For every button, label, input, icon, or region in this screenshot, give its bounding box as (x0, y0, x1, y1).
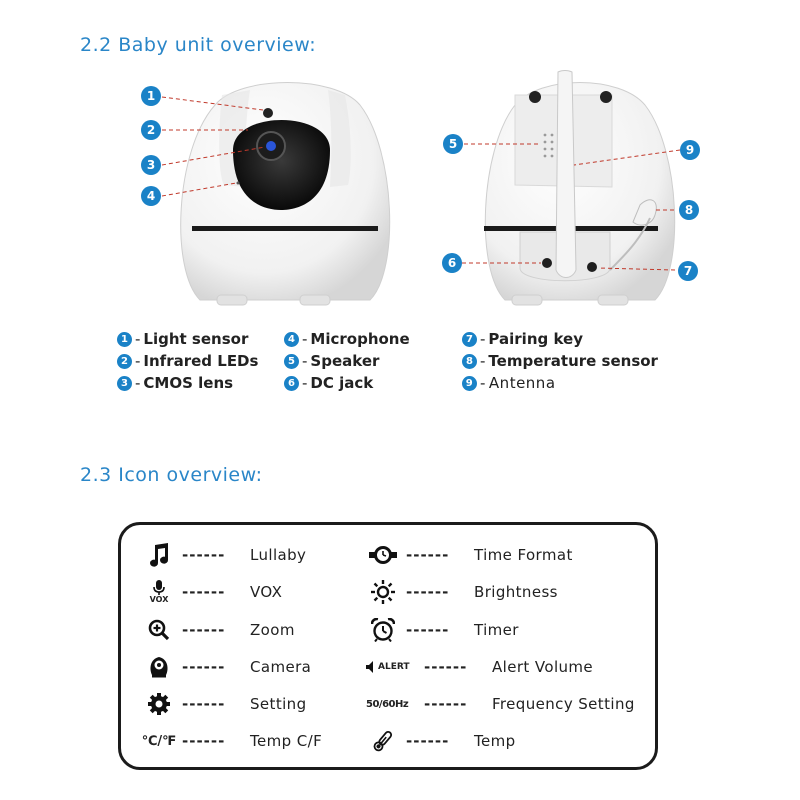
icon-label: VOX (250, 583, 283, 601)
legend-separator: - (302, 330, 308, 348)
dash-leader: ------ (182, 658, 226, 676)
icon-row-temp-cf (142, 726, 322, 756)
camera-back-view (484, 71, 675, 306)
icon-row-camera (142, 652, 311, 682)
sun-icon (366, 580, 400, 604)
legend-separator: - (480, 352, 486, 370)
callout-3: 3 (141, 155, 161, 175)
microphone-icon (142, 580, 176, 604)
legend-label: Infrared LEDs (143, 352, 259, 370)
legend-item-light-sensor (117, 330, 248, 348)
icon-row-temp (366, 726, 516, 756)
icon-label: Time Format (474, 546, 573, 564)
gear-icon (142, 693, 176, 715)
icon-row-frequency-setting (366, 689, 635, 719)
legend-number: 9 (462, 376, 477, 391)
legend-label: Pairing key (488, 330, 583, 348)
icon-row-timer (366, 615, 519, 645)
dash-leader: ------ (182, 583, 226, 601)
vox-icon-text: VOX (149, 595, 169, 604)
legend-label: Temperature sensor (488, 352, 658, 370)
legend-number: 1 (117, 332, 132, 347)
legend-label: Light sensor (143, 330, 249, 348)
alert-icon-text: ALERT (378, 662, 410, 672)
section-heading-baby-unit: 2.2 Baby unit overview: (80, 34, 317, 56)
dash-leader: ------ (406, 583, 450, 601)
icon-label: Lullaby (250, 546, 307, 564)
legend-separator: - (135, 374, 141, 392)
icon-row-setting (142, 689, 307, 719)
dash-leader: ------ (182, 621, 226, 639)
legend-number: 6 (284, 376, 299, 391)
legend-label: DC jack (310, 374, 374, 392)
section-heading-icon-overview: 2.3 Icon overview: (80, 464, 263, 486)
legend-number: 2 (117, 354, 132, 369)
icon-label: Camera (250, 658, 312, 676)
baby-unit-figure (0, 60, 800, 320)
legend-item-infrared-leds (117, 352, 258, 370)
icon-label: Zoom (250, 621, 295, 639)
legend-number: 7 (462, 332, 477, 347)
legend-item-temperature-sensor (462, 352, 658, 370)
dash-leader: ------ (406, 546, 450, 564)
legend-item-dc-jack (284, 374, 373, 392)
icon-row-brightness (366, 577, 558, 607)
legend-number: 8 (462, 354, 477, 369)
legend-number: 5 (284, 354, 299, 369)
icon-row-vox (142, 577, 282, 607)
dash-leader: ------ (424, 695, 468, 713)
legend-separator: - (302, 374, 308, 392)
callout-2: 2 (141, 120, 161, 140)
icon-label: Brightness (474, 583, 558, 601)
legend-item-microphone (284, 330, 410, 348)
callout-1: 1 (141, 86, 161, 106)
alarm-clock-icon (366, 618, 400, 642)
callout-7: 7 (678, 261, 698, 281)
legend-separator: - (302, 352, 308, 370)
legend-label: Antenna (488, 374, 556, 392)
speaker-alert-icon (366, 661, 418, 673)
dash-leader: ------ (182, 732, 226, 750)
icon-label: Timer (474, 621, 519, 639)
temperature-unit-icon: ℃/℉ (141, 733, 177, 749)
camera-front-view (181, 83, 390, 306)
legend-label: Microphone (310, 330, 410, 348)
dash-leader: ------ (182, 695, 226, 713)
icon-row-alert-volume (366, 652, 593, 682)
dash-leader: ------ (182, 546, 226, 564)
callout-4: 4 (141, 186, 161, 206)
icon-row-lullaby (142, 540, 306, 570)
icon-row-zoom (142, 615, 295, 645)
camera-icon (142, 655, 176, 679)
callout-8: 8 (679, 200, 699, 220)
dash-leader: ------ (406, 732, 450, 750)
music-note-icon (142, 543, 176, 567)
legend-separator: - (135, 352, 141, 370)
icon-label: Frequency Setting (492, 695, 635, 713)
zoom-in-icon (142, 619, 176, 641)
legend-separator: - (480, 330, 486, 348)
icon-row-time-format (366, 540, 573, 570)
icon-label: Temp C/F (250, 732, 323, 750)
icon-label: Setting (250, 695, 307, 713)
callout-9: 9 (680, 140, 700, 160)
legend-item-speaker (284, 352, 379, 370)
frequency-icon: 50/60Hz (366, 698, 409, 710)
dash-leader: ------ (424, 658, 468, 676)
legend-separator: - (135, 330, 141, 348)
thermometer-icon (366, 729, 400, 753)
legend-number: 3 (117, 376, 132, 391)
legend-label: CMOS lens (143, 374, 234, 392)
legend-item-cmos-lens (117, 374, 233, 392)
watch-icon (366, 545, 400, 565)
legend-label: Speaker (310, 352, 380, 370)
legend-number: 4 (284, 332, 299, 347)
dash-leader: ------ (406, 621, 450, 639)
callout-5: 5 (443, 134, 463, 154)
legend-item-antenna (462, 374, 556, 392)
legend-separator: - (480, 374, 486, 392)
legend-item-pairing-key (462, 330, 583, 348)
icon-label: Temp (474, 732, 516, 750)
callout-6: 6 (442, 253, 462, 273)
icon-label: Alert Volume (492, 658, 594, 676)
